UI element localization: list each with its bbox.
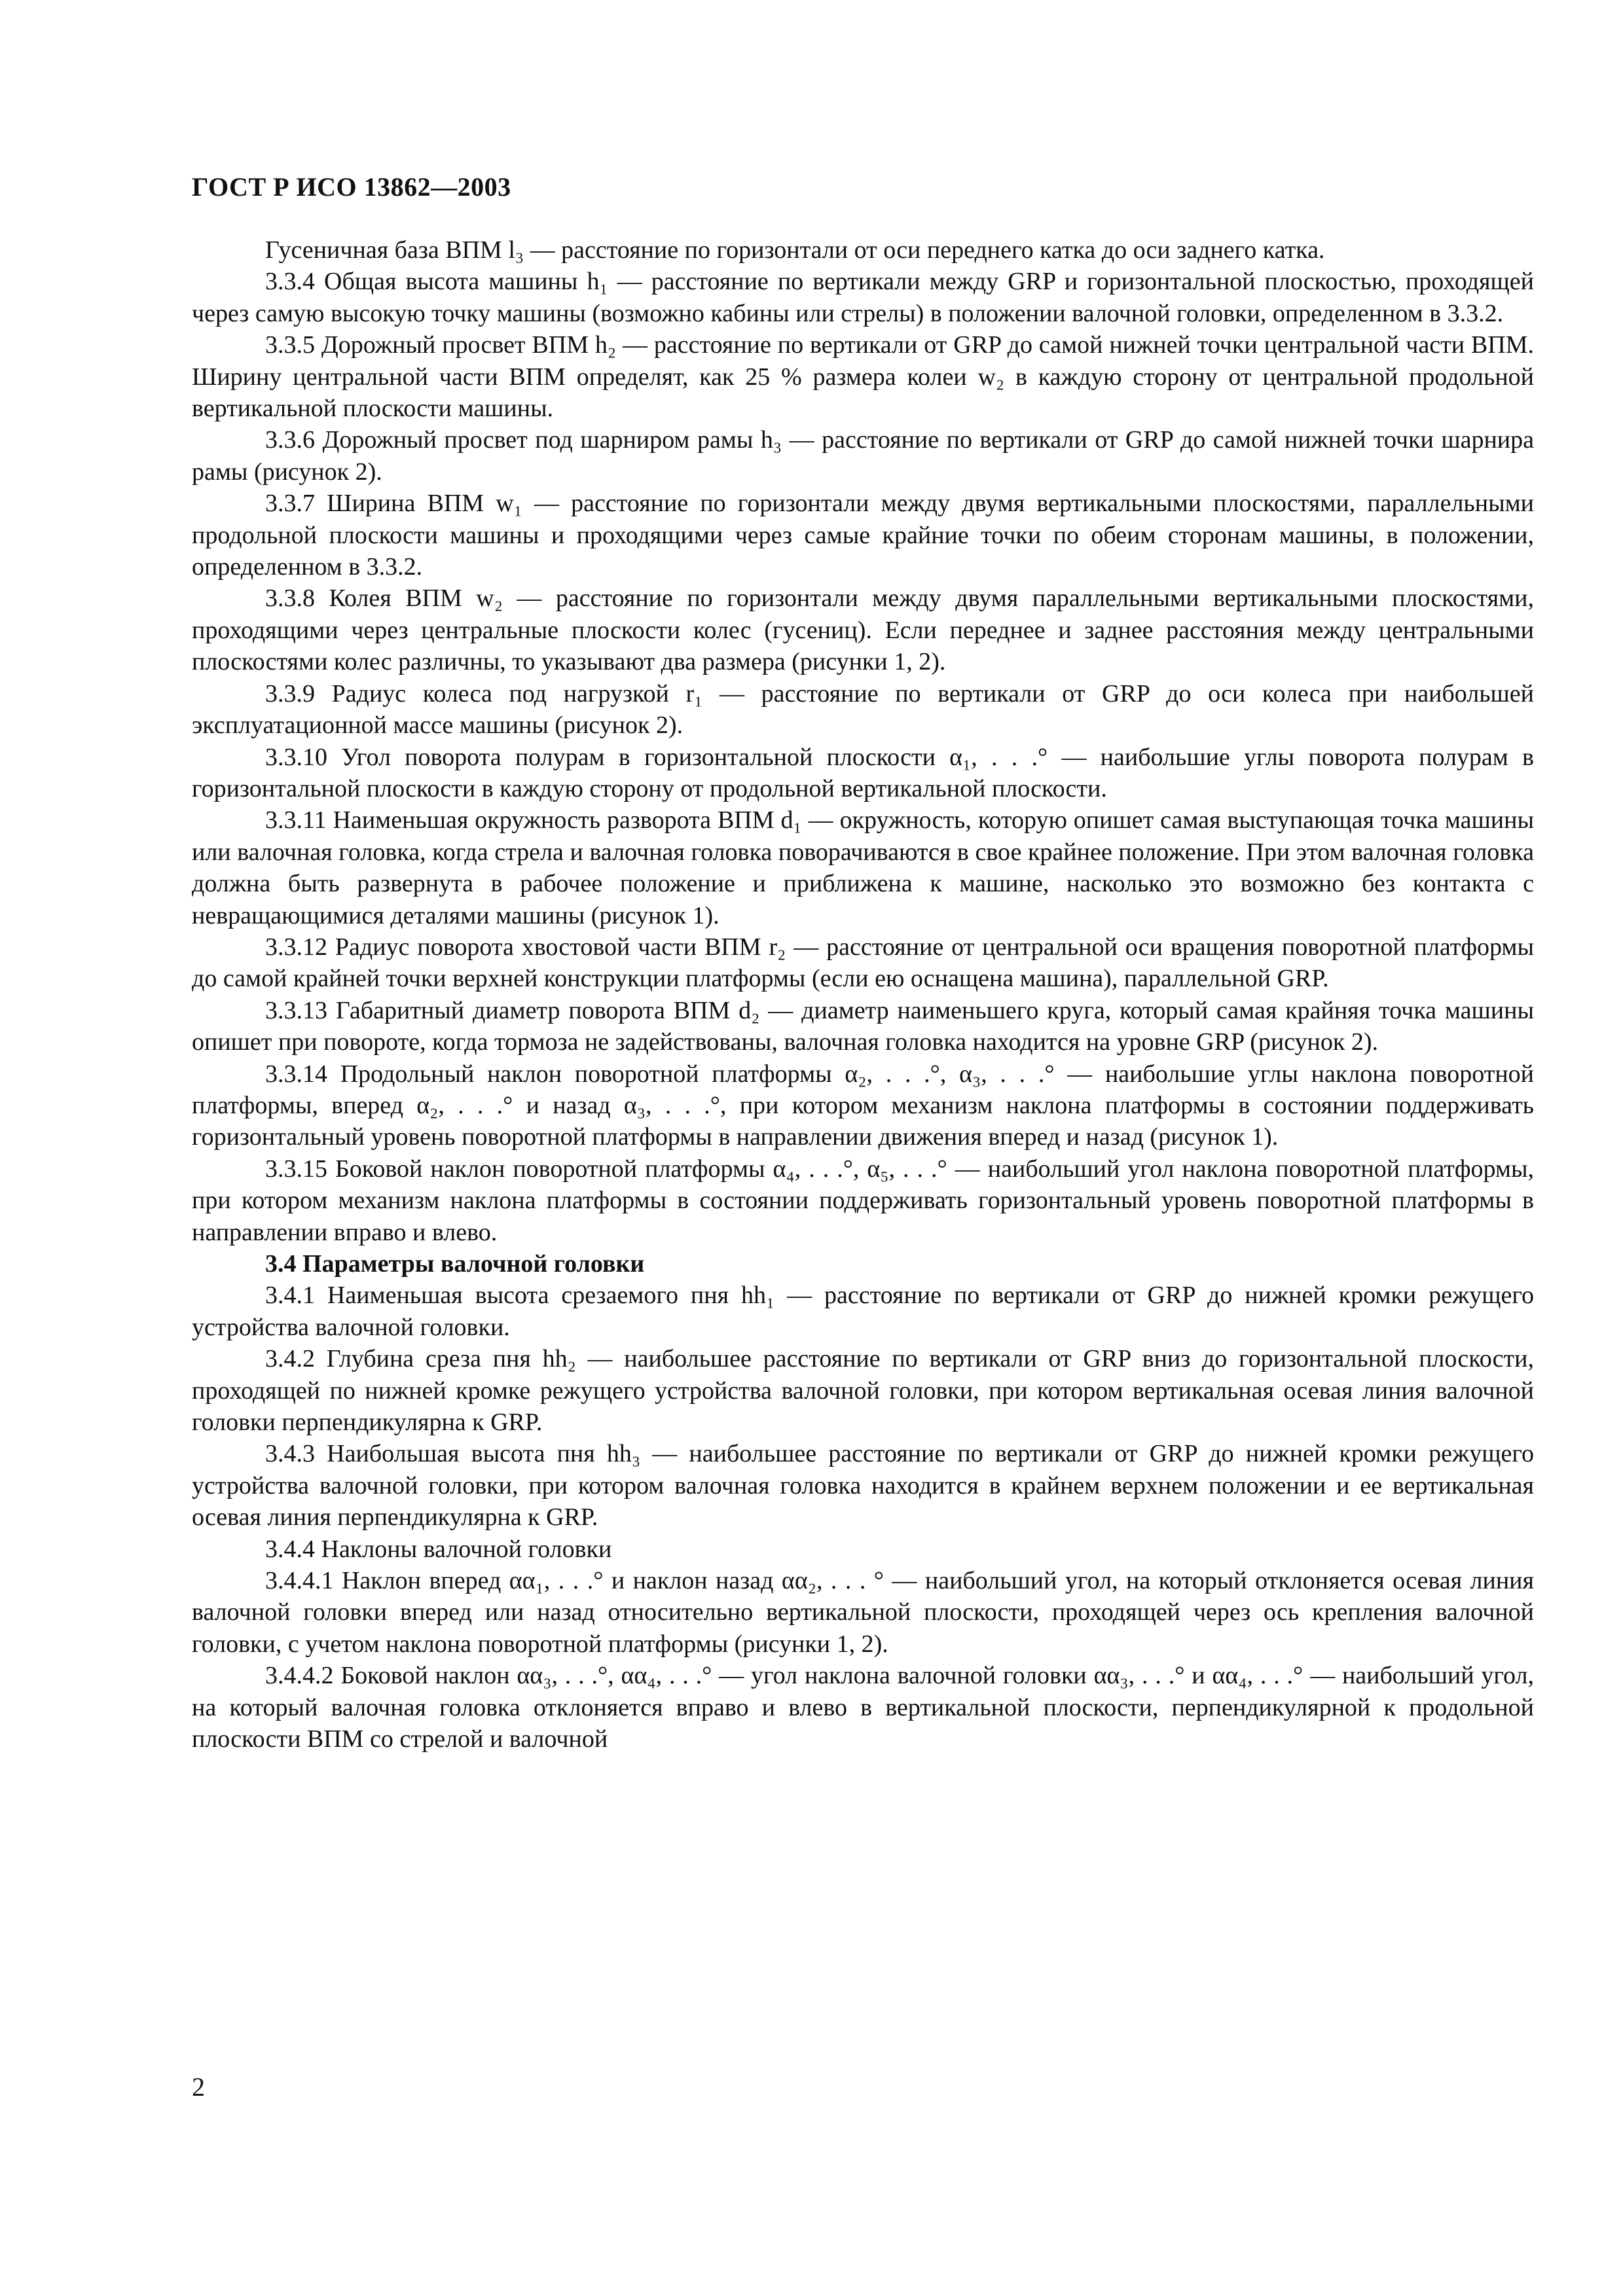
paragraph-3-3-12: 3.3.12 Радиус поворота хвостовой части ВПМ r₂ — расстояние от центральной оси вращения поворотной платформы до самой крайней точки верхней конструкции платформы (если ею оснащена машина), параллельной GRP. [192, 933, 1534, 993]
paragraph-3-4-2: 3.4.2 Глубина среза пня hh₂ — наибольшее расстояние по вертикали от GRP вниз до горизонтальной плоскости, проходящей по нижней кромке режущего устройства валочной головки, при котором вертикальная осевая линия валочной головки перпендикулярна к GRP. [192, 1345, 1534, 1437]
paragraph-3-4-4: 3.4.4 Наклоны валочной головки [265, 1535, 612, 1563]
paragraph-3-3-11: 3.3.11 Наименьшая окружность разворота ВПМ d₁ — окружность, которую опишет самая выступающая точка машины или валочная головка, когда стрела и валочная головка поворачиваются в свое крайнее положение. При этом валочная головка должна быть развернута в рабочее положение и приближена к машине, насколько это возможно без контакта с невращающимися деталями машины (рисунок 1). [192, 806, 1534, 929]
paragraph-3-4-4-2: 3.4.4.2 Боковой наклон αα₃, . . .°, αα₄, . . .° — угол наклона валочной головки αα₃, . . .° и αα₄, . . .° — наибольший угол, на который валочная головка отклоняется вправо и влево в вертикальной плоскости, перпендикулярной к продольной плоскости ВПМ со стрелой и валочной [192, 1662, 1534, 1753]
paragraph-3-4-1: 3.4.1 Наименьшая высота срезаемого пня hh₁ — расстояние по вертикали от GRP до нижней кромки режущего устройства валочной головки. [192, 1282, 1534, 1341]
page-number: 2 [192, 2072, 205, 2102]
paragraph-3-3-7: 3.3.7 Ширина ВПМ w₁ — расстояние по горизонтали между двумя вертикальными плоскостями, параллельными продольной плоскости машины и проходящими через самые крайние точки по обеим сторонам машины, в положении, определенном в 3.3.2. [192, 490, 1534, 581]
paragraph-track-base: Гусеничная база ВПМ l₃ — расстояние по горизонтали от оси переднего катка до оси заднего катка. [265, 236, 1325, 264]
paragraph-3-3-8: 3.3.8 Колея ВПМ w₂ — расстояние по горизонтали между двумя параллельными вертикальными плоскостями, проходящими через центральные плоскости колес (гусениц). Если переднее и заднее расстояния между центральными плоскостями колес различны, то указывают два размера (рисунки 1, 2). [192, 584, 1534, 676]
document-header: ГОСТ Р ИСО 13862—2003 [192, 172, 511, 202]
paragraph-3-3-9: 3.3.9 Радиус колеса под нагрузкой r₁ — расстояние по вертикали от GRP до оси колеса при наибольшей эксплуатационной массе машины (рисунок 2). [192, 679, 1534, 740]
document-body [192, 234, 1534, 1755]
paragraph-3-3-10: 3.3.10 Угол поворота полурам в горизонтальной плоскости α₁, . . .° — наибольшие углы поворота полурам в горизонтальной плоскости в каждую сторону от продольной вертикальной плоскости. [192, 743, 1534, 802]
paragraph-3-3-15: 3.3.15 Боковой наклон поворотной платформы α₄, . . .°, α₅, . . .° — наибольший угол наклона поворотной платформы, при котором механизм наклона платформы в состоянии поддерживать горизонтальный уровень поворотной платформы в направлении вправо и влево. [192, 1155, 1534, 1246]
section-heading-3-4: 3.4 Параметры валочной головки [265, 1250, 645, 1278]
paragraph-3-3-5: 3.3.5 Дорожный просвет ВПМ h₂ — расстояние по вертикали от GRP до самой нижней точки центральной части ВПМ. Ширину центральной части ВПМ определят, как 25 % размера колеи w₂ в каждую сторону от центральной продольной вертикальной плоскости машины. [192, 331, 1534, 423]
paragraph-3-3-14: 3.3.14 Продольный наклон поворотной платформы α₂, . . .°, α₃, . . .° — наибольшие углы наклона поворотной платформы, вперед α₂, . . .° и назад α₃, . . .°, при котором механизм наклона платформы в состоянии поддерживать горизонтальный уровень поворотной платформы в направлении движения вперед и назад (рисунок 1). [192, 1060, 1534, 1151]
paragraph-3-3-6: 3.3.6 Дорожный просвет под шарниром рамы h₃ — расстояние по вертикали от GRP до самой нижней точки шарнира рамы (рисунок 2). [192, 426, 1534, 486]
paragraph-3-3-13: 3.3.13 Габаритный диаметр поворота ВПМ d₂ — диаметр наименьшего круга, который самая крайняя точка машины опишет при повороте, когда тормоза не задействованы, валочная головка находится на уровне GRP (рисунок 2). [192, 996, 1534, 1056]
paragraph-3-4-3: 3.4.3 Наибольшая высота пня hh₃ — наибольшее расстояние по вертикали от GRP до нижней кромки режущего устройства валочной головки, при котором валочная головка находится в крайнем верхнем положении и ее вертикальная осевая линия перпендикулярна к GRP. [192, 1440, 1534, 1532]
paragraph-3-3-4: 3.3.4 Общая высота машины h₁ — расстояние по вертикали между GRP и горизонтальной плоскостью, проходящей через самую высокую точку машины (возможно кабины или стрелы) в положении валочной головки, определенном в 3.3.2. [192, 268, 1534, 327]
paragraph-3-4-4-1: 3.4.4.1 Наклон вперед αα₁, . . .° и наклон назад αα₂, . . . ° — наибольший угол, на который отклоняется осевая линия валочной головки вперед или назад относительно вертикальной плоскости, проходящей через ось крепления валочной головки, с учетом наклона поворотной платформы (рисунки 1, 2). [192, 1567, 1534, 1658]
